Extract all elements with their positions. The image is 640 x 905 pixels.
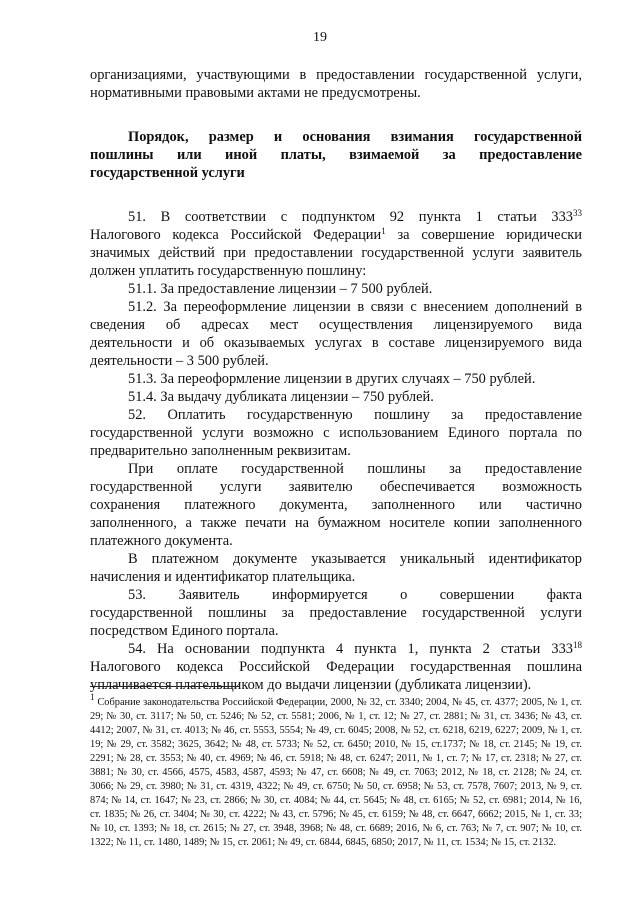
footnote-marker: 1 bbox=[90, 692, 95, 702]
footnote-ref-18: 18 bbox=[573, 640, 582, 650]
p51-line-2 bbox=[90, 226, 582, 244]
p51-2-line-1: 51.2. За переоформление лицензии в связи с внесением дополнений в bbox=[128, 299, 582, 315]
p51-line-4: должен уплатить государственную пошлину: bbox=[90, 263, 367, 279]
identifier-line-1: В платежном документе указывается уникальный идентификатор bbox=[128, 551, 582, 567]
p54-line-2: Налогового кодекса Российской Федерации государственная пошлина bbox=[90, 659, 582, 675]
p51-1: 51.1. За предоставление лицензии – 7 500 рублей. bbox=[128, 281, 433, 297]
p52-line-2: государственной услуги возможно с использованием Единого портала по bbox=[90, 425, 582, 441]
spacer bbox=[90, 182, 582, 208]
p51-3: 51.3. За переоформление лицензии в других случаях – 750 рублей. bbox=[128, 371, 536, 387]
p54-text: 54. На основании подпункта 4 пункта 1, пункта 2 статьи 333 bbox=[128, 641, 573, 657]
footnote-text: Собрание законодательства Российской Федерации, 2000, № 32, ст. 3340; 2004, № 45, ст. 4377; 2005, № 1, ст. 29; № 30, ст. 3117; № 50, ст. 5246; № 52, ст. 5581; 2006, № 1, ст. 12; № 27, ст. 2881; № 31, ст. 3436; № 43, ст. 4412; 2007, № 31, ст. 4013; № 46, ст. 5553, 5554; № 49, ст. 6045; 2008, № 52, ст. 6218, 6219, 6227; 2009, № 1, ст. 19; № 29, ст. 3582; 3625, 3642; № 48, ст. 5733; № 52, ст. 6450; 2010, № 15, ст.1737; № 18, ст. 2145; № 19, ст. 2291; № 28, ст. 3553; № 40, ст. 4969; № 46, ст. 5918; № 48, ст. 6247; 2011, № 1, ст. 7; № 17, ст. 2318; № 27, ст. 3881; № 30, ст. 4566, 4575, 4583, 4587, 4593; № 47, ст. 6608; № 49, ст. 7063; 2012, № 18, ст. 2128; № 24, ст. 3066; № 29, ст. 3980; № 31, ст. 4319, 4322; № 49, ст. 6750; № 50, ст. 6958; № 53, ст. 7578, 7607; 2013, № 9, ст. 874; № 14, ст. 1647; № 23, ст. 2866; № 30, ст. 4084; № 44, ст. 5645; № 48, ст. 6165; № 52, ст. 6981; 2014, № 16, ст. 1835; № 26, ст. 3404; № 30, ст. 4222; № 43, ст. 5796; № 45, ст. 6159; № 48, ст. 6647, 6662; 2015, № 1, ст. 33; № 10, ст. 1393; № 18, ст. 2615; № 27, ст. 3948, 3968; № 48, ст. 6689; 2016, № 6, ст. 763; № 7, ст. 907; № 10, ст. 1322; № 11, ст. 1480, 1489; № 15, ст. 2061; № 49, ст. 6844, 6845, 6850; 2017, № 11, ст. 1534; № 15, ст. 2132. bbox=[90, 697, 582, 848]
page-number: 19 bbox=[313, 30, 327, 45]
payment-line-1: При оплате государственной пошлины за предоставление bbox=[128, 461, 582, 477]
p51-4: 51.4. За выдачу дубликата лицензии – 750 рублей. bbox=[128, 389, 434, 405]
payment-line-5: платежного документа. bbox=[90, 533, 233, 549]
footnote-ref-1: 1 bbox=[381, 226, 386, 236]
section-heading-line-1: Порядок, размер и основания взимания государственной bbox=[128, 129, 582, 145]
footnote-divider bbox=[90, 686, 240, 687]
page-body bbox=[90, 66, 582, 694]
payment-line-2: государственной услуги заявителю обеспечивается возможность bbox=[90, 479, 582, 495]
identifier-line-2: начисления и идентификатор плательщика. bbox=[90, 569, 356, 585]
intro-line-2: нормативными правовыми актами не предусмотрены. bbox=[90, 85, 421, 101]
p53-line-2: государственной пошлины за предоставление государственной услуги bbox=[90, 605, 582, 621]
p54-line-1 bbox=[90, 640, 582, 658]
section-heading-line-3: государственной услуги bbox=[90, 165, 245, 181]
footnote-ref-33: 33 bbox=[573, 208, 582, 218]
p51-text: 51. В соответствии с подпунктом 92 пункта 1 статьи 333 bbox=[128, 209, 573, 225]
p51-2-line-3: деятельности и об оказываемых услугах в составе лицензируемого вида bbox=[90, 335, 582, 351]
p52-line-1: 52. Оплатить государственную пошлину за предоставление bbox=[128, 407, 582, 423]
p54-line-3: уплачивается плательщиком до выдачи лицензии (дубликата лицензии). bbox=[90, 677, 532, 693]
spacer bbox=[90, 102, 582, 128]
p52-line-3: предварительно заполненным реквизитам. bbox=[90, 443, 351, 459]
p51-text: за совершение юридически bbox=[385, 227, 582, 243]
p51-line-1 bbox=[90, 208, 582, 226]
p51-2-line-4: деятельности – 3 500 рублей. bbox=[90, 353, 269, 369]
intro-line-1: организациями, участвующими в предоставлении государственной услуги, bbox=[90, 67, 582, 83]
p53-line-1: 53. Заявитель информируется о совершении факта bbox=[128, 587, 582, 603]
p51-line-3: значимых действий при предоставлении государственной услуги заявитель bbox=[90, 245, 582, 261]
payment-line-4: заполненного, а также печати на бумажном носителе копии заполненного bbox=[90, 515, 582, 531]
p51-2-line-2: сведения об адресах мест осуществления лицензируемого вида bbox=[90, 317, 582, 333]
p51-text: Налогового кодекса Российской Федерации bbox=[90, 227, 382, 243]
section-heading-line-2: пошлины или иной платы, взимаемой за предоставление bbox=[90, 147, 582, 163]
payment-line-3: сохранения платежного документа, заполненного или частично bbox=[90, 497, 582, 513]
p53-line-3: посредством Единого портала. bbox=[90, 623, 279, 639]
footnote bbox=[90, 692, 582, 850]
